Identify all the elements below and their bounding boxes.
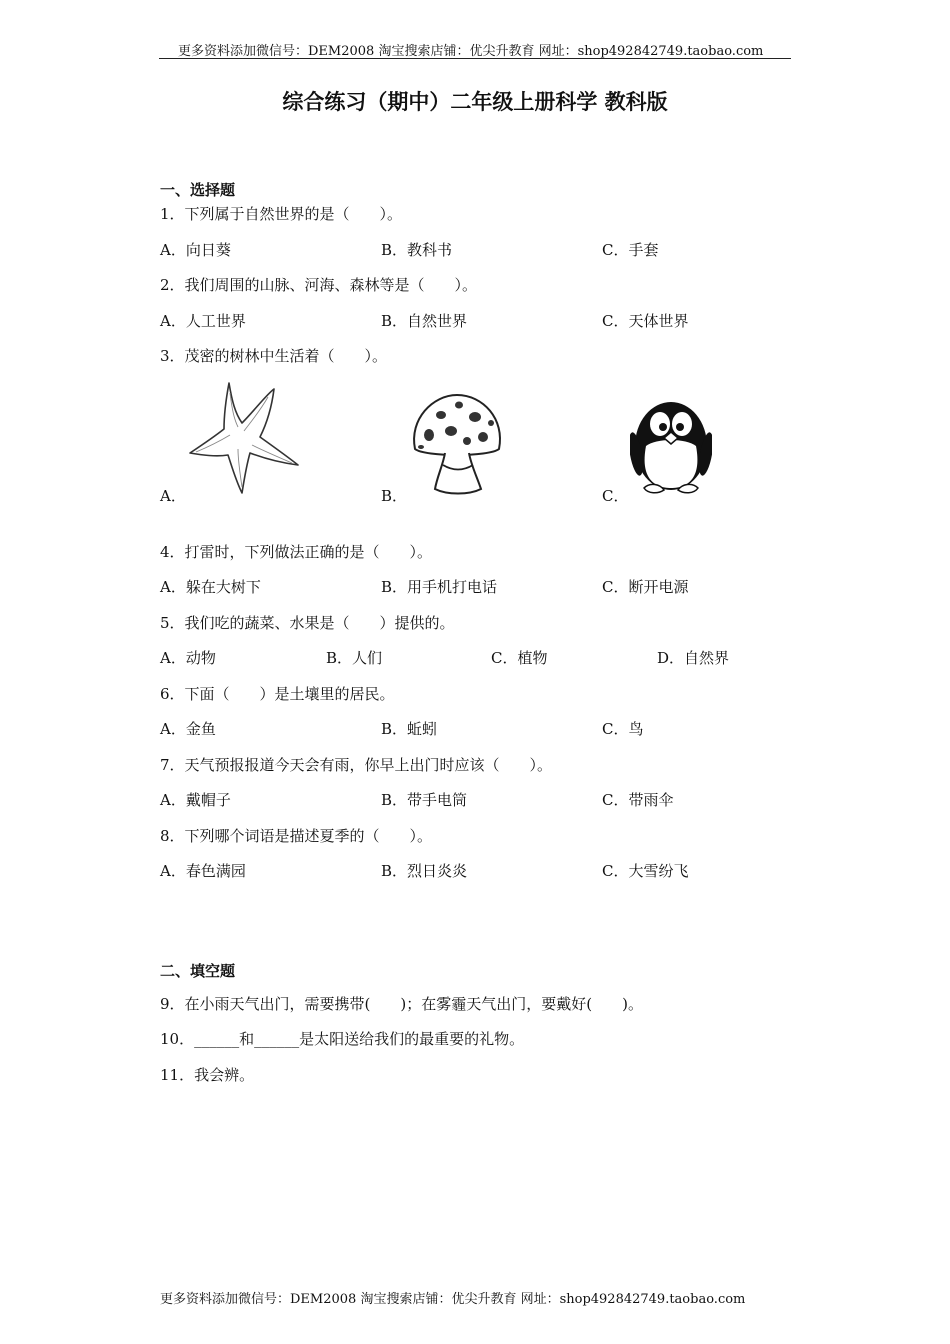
q8-option-b: B．烈日炎炎 bbox=[381, 862, 468, 880]
q5-option-c: C．植物 bbox=[491, 649, 548, 667]
question-7: 7．天气预报报道今天会有雨，你早上出门时应该（ ）。 bbox=[160, 756, 553, 774]
q1-option-b: B．教科书 bbox=[381, 241, 453, 259]
q4-option-a: A．躲在大树下 bbox=[160, 578, 261, 596]
q5-option-b: B．人们 bbox=[326, 649, 383, 667]
q2-option-b: B．自然世界 bbox=[381, 312, 468, 330]
section-title-fill: 二、填空题 bbox=[160, 962, 236, 980]
question-3: 3．茂密的树林中生活着（ ）。 bbox=[160, 347, 388, 365]
question-10: 10．______和______是太阳送给我们的最重要的礼物。 bbox=[160, 1030, 525, 1048]
q4-option-b: B．用手机打电话 bbox=[381, 578, 498, 596]
q7-option-a: A．戴帽子 bbox=[160, 791, 231, 809]
question-6: 6．下面（ ）是土壤里的居民。 bbox=[160, 685, 395, 703]
q3-option-c: C． bbox=[602, 487, 629, 505]
question-1: 1．下列属于自然世界的是（ ）。 bbox=[160, 205, 403, 223]
q2-option-a: A．人工世界 bbox=[160, 312, 246, 330]
q4-option-c: C．断开电源 bbox=[602, 578, 689, 596]
question-9: 9．在小雨天气出门，需要携带( )；在雾霾天气出门，要戴好( )。 bbox=[160, 995, 643, 1013]
starfish-image bbox=[188, 381, 300, 495]
mushroom-image bbox=[411, 391, 503, 495]
q6-option-a: A．金鱼 bbox=[160, 720, 216, 738]
q2-option-c: C．天体世界 bbox=[602, 312, 689, 330]
page-header: 更多资料添加微信号：DEM2008 淘宝搜索店铺：优尖升教育 网址：shop492842749.taobao.com bbox=[178, 44, 764, 59]
q1-option-c: C．手套 bbox=[602, 241, 659, 259]
penguin-image bbox=[630, 392, 712, 496]
q1-option-a: A．向日葵 bbox=[160, 241, 231, 259]
page-title: 综合练习（期中）二年级上册科学 教科版 bbox=[282, 90, 668, 114]
q7-option-b: B．带手电筒 bbox=[381, 791, 468, 809]
question-8: 8．下列哪个词语是描述夏季的（ ）。 bbox=[160, 827, 433, 845]
question-11: 11．我会辨。 bbox=[160, 1066, 255, 1084]
q3-option-a: A． bbox=[160, 487, 186, 505]
q5-option-a: A．动物 bbox=[160, 649, 216, 667]
question-5: 5．我们吃的蔬菜、水果是（ ）提供的。 bbox=[160, 614, 455, 632]
page-footer: 更多资料添加微信号：DEM2008 淘宝搜索店铺：优尖升教育 网址：shop492842749.taobao.com bbox=[160, 1292, 746, 1307]
q7-option-c: C．带雨伞 bbox=[602, 791, 674, 809]
q8-option-a: A．春色满园 bbox=[160, 862, 246, 880]
section-title-choice: 一、选择题 bbox=[160, 181, 236, 199]
question-2: 2．我们周围的山脉、河海、森林等是（ ）。 bbox=[160, 276, 478, 294]
header-rule bbox=[159, 58, 791, 59]
question-4: 4．打雷时，下列做法正确的是（ ）。 bbox=[160, 543, 433, 561]
q6-option-b: B．蚯蚓 bbox=[381, 720, 438, 738]
q8-option-c: C．大雪纷飞 bbox=[602, 862, 689, 880]
q3-option-b: B． bbox=[381, 487, 408, 505]
q6-option-c: C．鸟 bbox=[602, 720, 644, 738]
q5-option-d: D．自然界 bbox=[657, 649, 730, 667]
